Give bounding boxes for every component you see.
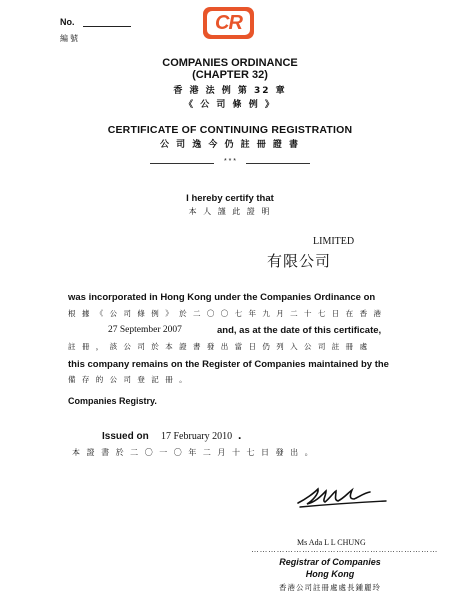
signer-name: Ms Ada L L CHUNG	[297, 538, 366, 547]
certify-statement-cjk: 本 人 謹 此 證 明	[188, 207, 272, 216]
cr-logo-inner	[207, 11, 250, 35]
certificate-number-label-cjk: 編號	[60, 34, 80, 43]
certificate-number-line	[83, 26, 131, 27]
incorporation-statement-cjk: 根 據 《 公 司 條 例 》 於 二 〇 〇 七 年 九 月 二 十 七 日 在 香 港	[68, 309, 383, 318]
certificate-title-cjk: 公 司 逸 今 仍 註 冊 證 書	[159, 140, 301, 150]
divider-line-left	[150, 163, 214, 164]
issued-statement-cjk: 本 證 書 於 二 〇 一 〇 年 二 月 十 七 日 發 出 。	[72, 448, 315, 457]
company-name-cjk: 有限公司	[267, 254, 332, 270]
certificate-date-statement: and, as at the date of this certificate,	[217, 325, 382, 336]
ordinance-chapter: (CHAPTER 32)	[192, 69, 268, 81]
register-statement: this company remains on the Register of Companies maintained by the	[68, 359, 389, 370]
signature-dotted-line: …………………………………………………………	[251, 545, 438, 554]
company-name-en: LIMITED	[313, 236, 355, 247]
registrar-location: Hong Kong	[305, 569, 355, 579]
certificate-title: CERTIFICATE OF CONTINUING REGISTRATION	[107, 124, 353, 136]
issued-date: 17 February 2010	[161, 431, 233, 442]
certificate-date-statement-cjk: 註 冊 ， 該 公 司 於 本 證 書 發 出 當 日 仍 列 入 公 司 註 冊 處	[68, 342, 370, 351]
cr-logo-text: CR	[215, 12, 242, 34]
registrar-title: Registrar of Companies	[279, 557, 381, 567]
certify-statement: I hereby certify that	[186, 193, 274, 204]
divider-stars: * * *	[223, 158, 237, 165]
issued-period: .	[238, 428, 242, 442]
incorporation-statement: was incorporated in Hong Kong under the Companies Ordinance on	[68, 292, 376, 303]
incorporation-date: 27 September 2007	[108, 325, 182, 335]
companies-registry: Companies Registry.	[68, 396, 157, 406]
certificate-number-label: No.	[60, 17, 75, 27]
register-statement-cjk: 備 存 的 公 司 登 記 冊 。	[68, 375, 189, 384]
issued-on-label: Issued on	[102, 431, 149, 442]
ordinance-name-cjk: 《 公 司 條 例 》	[184, 100, 276, 110]
divider-line-right	[246, 163, 310, 164]
ordinance-title: COMPANIES ORDINANCE	[162, 57, 298, 69]
cr-logo	[203, 7, 254, 39]
ordinance-title-cjk: 香 港 法 例 第 32 章	[173, 86, 287, 96]
registrar-title-cjk: 香港公司註冊處處長鍾麗玲	[279, 583, 381, 592]
handwritten-signature	[292, 481, 392, 511]
